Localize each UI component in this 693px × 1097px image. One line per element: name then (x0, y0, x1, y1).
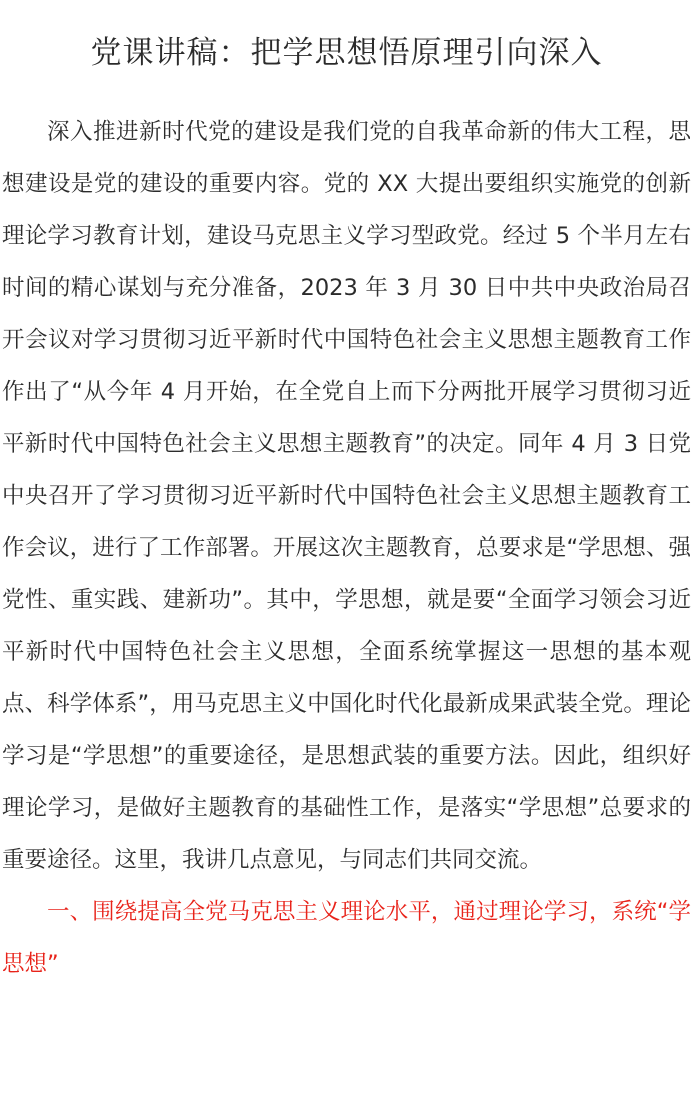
section-heading: 一、围绕提高全党马克思主义理论水平，通过理论学习，系统“学思想” (2, 899, 691, 977)
intro-paragraph: 深入推进新时代党的建设是我们党的自我革命新的伟大工程，思想建设是党的建设的重要内容。党的 XX 大提出要组织实施党的创新理论学习教育计划，建设马克思主义学习型政党。经过 5 个半月左右时间的精心谋划与充分准备，2023 年 3 月 30 日中共中央政治局召开会议对学习贯彻习近平新时代中国特色社会主义思想主题教育工作作出了“从今年 4 月开始，在全党自上而下分两批开展学习贯彻习近平新时代中国特色社会主义思想主题教育”的决定。同年 4 月 3 日党中央召开了学习贯彻习近平新时代中国特色社会主义思想主题教育工作会议，进行了工作部署。开展这次主题教育，总要求是“学思想、强党性、重实践、建新功”。其中，学思想，就是要“全面学习领会习近平新时代中国特色社会主义思想，全面系统掌握这一思想的基本观点、科学体系”，用马克思主义中国化时代化最新成果武装全党。理论学习是“学思想”的重要途径，是思想武装的重要方法。因此，组织好理论学习，是做好主题教育的基础性工作，是落实“学思想”总要求的重要途径。这里，我讲几点意见，与同志们共同交流。 (2, 119, 691, 873)
article-body (0, 106, 693, 990)
document-title: 党课讲稿：把学思想悟原理引向深入 (90, 35, 603, 71)
